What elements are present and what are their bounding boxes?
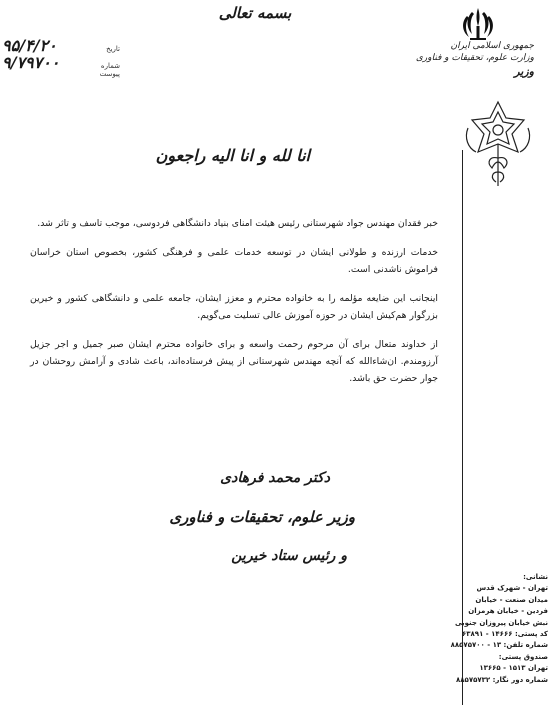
number-value: ۹/۷۹۷۰۰ [2,53,60,72]
number-label: شماره [100,62,120,70]
footer-line: صندوق پستی: [498,652,548,661]
footer-address [450,572,548,686]
signatory-title-2: و رئیس ستاد خیرین [231,548,347,564]
org-country: جمهوری اسلامی ایران [450,41,534,51]
signature-block [169,470,355,590]
letter-body [30,206,438,399]
org-minister: وزیر [514,65,534,78]
signatory-title: وزیر علوم، تحقیقات و فناوری [169,508,355,526]
signatory-name: دکتر محمد فرهادی [220,470,330,486]
basmala: بسمه تعالی [218,4,292,22]
paragraph-4: از خداوند متعال برای آن مرحوم رحمت واسعه و برای خانواده محترم ایشان صبر جمیل و اجر جزیل آرزومندم. ان‌شاءالله که آنچه مهندس شهرستانی از پیش فرستاده‌اند، باعث شادی و آرامش روحشان در جوار حضرت حق باشد. [30,339,438,385]
date-value: ۹۵/۴/۲۰ [2,36,57,55]
date-label: تاریخ [106,45,120,53]
organization-header [415,40,534,78]
paragraph-3: اینجانب این ضایعه مؤلمه را به خانواده محترم و معزز ایشان، جامعه علمی و دانشگاهی کشور و خیرین بزرگوار هم‌کیش ایشان در حوزه آموزش عالی تسلیت می‌گویم. [30,293,438,322]
attachment-label: پیوست [99,70,120,78]
attachment-row [2,70,120,87]
paragraph-2: خدمات ارزنده و طولانی ایشان در توسعه خدمات علمی و فرهنگی کشور، بخصوص استان خراسان فراموش ناشدنی است. [30,247,438,276]
footer-line: نبش خیابان پیروزان جنوبی [454,618,548,627]
letter-metadata [2,36,120,87]
letter-heading: انا لله و انا الیه راجعون [155,146,310,165]
footer-line: کد پستی: ۱۴۶۶۶ - ۶۳۸۹۱ [461,630,548,639]
date-row [2,36,120,53]
footer-line: میدان صنعت - خیابان [475,595,548,604]
footer-line: تهران ۱۵۱۳ - ۱۳۶۶۵ [479,664,548,673]
number-row [2,53,120,70]
footer-line: فردین - خیابان هرمزان [468,607,548,616]
footer-line: تهران - شهرک قدس [476,584,548,593]
org-ministry: وزارت علوم، تحقیقات و فناوری [415,53,534,63]
footer-line: شماره تلفن: ۱۳ - ۸۸۵۷۵۷۰۰ [450,641,548,650]
footer-line: شماره دور نگار: ۸۸۵۷۵۷۳۲ [456,675,548,684]
paragraph-1: خبر فقدان مهندس جواد شهرستانی رئیس هیئت امنای بنیاد دانشگاهی فردوسی، موجب تاسف و تاثر شد. [37,218,438,230]
footer-line: نشانی: [523,573,548,581]
ornament-icon [462,98,534,190]
iran-emblem-icon [460,6,496,44]
